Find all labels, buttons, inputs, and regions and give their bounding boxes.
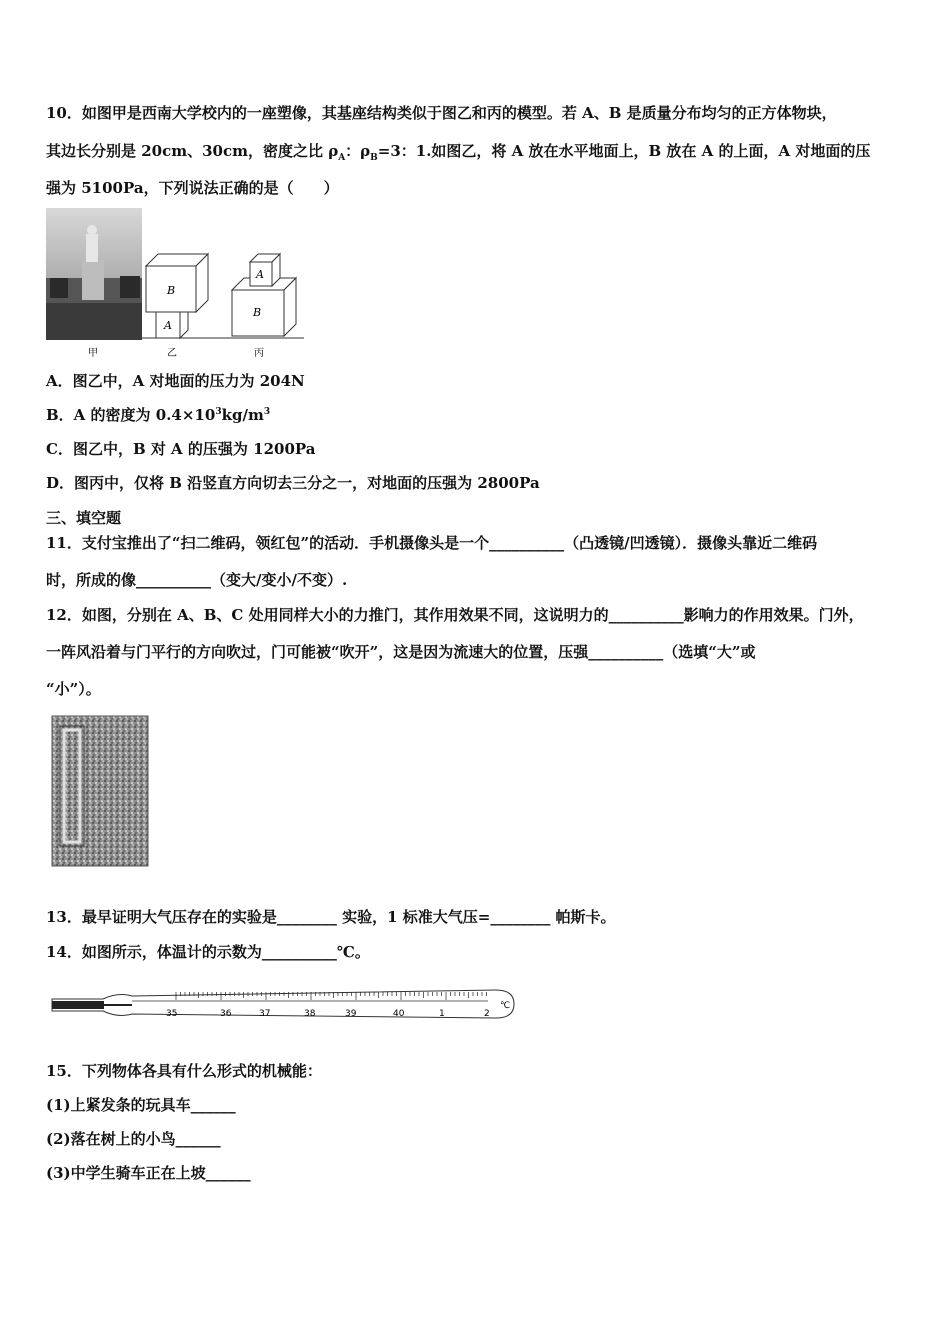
rho-b-sub: B (370, 153, 378, 163)
optb-sup: 3 (215, 407, 222, 417)
optb-sup2: 3 (263, 407, 271, 417)
door-image (50, 714, 150, 868)
model-yi (146, 254, 208, 338)
optb-mid: kg/m (221, 406, 264, 424)
q14-text: 14．如图所示，体温计的示数为__________℃。 (46, 943, 370, 961)
q10-option-a: A．图乙中，A 对地面的压力为 204N (46, 372, 305, 390)
statue-photo (46, 208, 142, 340)
q11-line2: 时，所成的像__________（变大/变小/不变）. (46, 571, 348, 589)
section-title: 三、填空题 (46, 509, 122, 527)
yi-label-a: A (164, 319, 172, 332)
q11-line1: 11．支付宝推出了“扫二维码，领红包”的活动．手机摄像头是一个__________（凸透镜/凹透镜）．摄像头靠近二维码 (46, 534, 818, 552)
q10-option-d: D．图丙中，仅将 B 沿竖直方向切去三分之一，对地面的压强为 2800Pa (46, 474, 540, 492)
model-bing (232, 254, 296, 336)
scale-40: 40 (393, 1009, 405, 1019)
label-yi: 乙 (167, 348, 177, 359)
q10-line3: 强为 5100Pa，下列说法正确的是（ ） (46, 179, 339, 197)
scale-37: 37 (259, 1009, 271, 1019)
q13-text: 13．最早证明大气压存在的实验是________ 实验，1 标准大气压=________ 帕斯卡。 (46, 908, 616, 926)
q15-title: 15．下列物体各具有什么形式的机械能： (46, 1062, 322, 1080)
q10-line2 (46, 140, 870, 163)
label-bing: 丙 (254, 348, 264, 359)
q12-line3: “小”）。 (46, 680, 101, 698)
scale-41: 1 (439, 1009, 445, 1019)
q15-item-1: (1)上紧发条的玩具车______ (46, 1096, 236, 1114)
label-jia: 甲 (88, 348, 98, 359)
scale-38: 38 (304, 1009, 316, 1019)
scale-36: 36 (220, 1009, 232, 1019)
scale-39: 39 (345, 1009, 357, 1019)
bing-label-a: A (256, 268, 264, 281)
q10-line2b: ：ρ (345, 142, 371, 160)
q12-line2: 一阵风沿着与门平行的方向吹过，门可能被“吹开”，这是因为流速大的位置，压强__________（选填“大”或 (46, 643, 756, 661)
q10-option-c: C．图乙中，B 对 A 的压强为 1200Pa (46, 440, 316, 458)
yi-label-b: B (167, 284, 176, 297)
q10-line2c: =3：1.如图乙，将 A 放在水平地面上，B 放在 A 的上面，A 对地面的压 (377, 142, 871, 160)
celsius-unit: ℃ (500, 1001, 511, 1011)
thermometer (48, 984, 518, 1024)
scale-35: 35 (166, 1009, 178, 1019)
optb-pre: B．A 的密度为 0.4×10 (46, 406, 216, 424)
bing-label-b: B (253, 306, 262, 319)
q10-line2a: 其边长分别是 20cm、30cm，密度之比 ρ (46, 142, 339, 160)
mercury-bulb (52, 1001, 104, 1009)
q10-option-b (46, 404, 270, 425)
q15-item-3: (3)中学生骑车正在上坡______ (46, 1164, 251, 1182)
q15-item-2: (2)落在树上的小鸟______ (46, 1130, 221, 1148)
q10-figure (46, 208, 306, 360)
q12-line1: 12．如图，分别在 A、B、C 处用同样大小的力推门，其作用效果不同，这说明力的__________影响力的作用效果。门外， (46, 606, 864, 624)
q10-line1: 10．如图甲是西南大学校内的一座塑像，其基座结构类似于图乙和丙的模型。若 A、B 是质量分布均匀的正方体物块， (46, 104, 837, 122)
scale-42: 2 (484, 1009, 490, 1019)
rho-a-sub: A (338, 153, 346, 163)
